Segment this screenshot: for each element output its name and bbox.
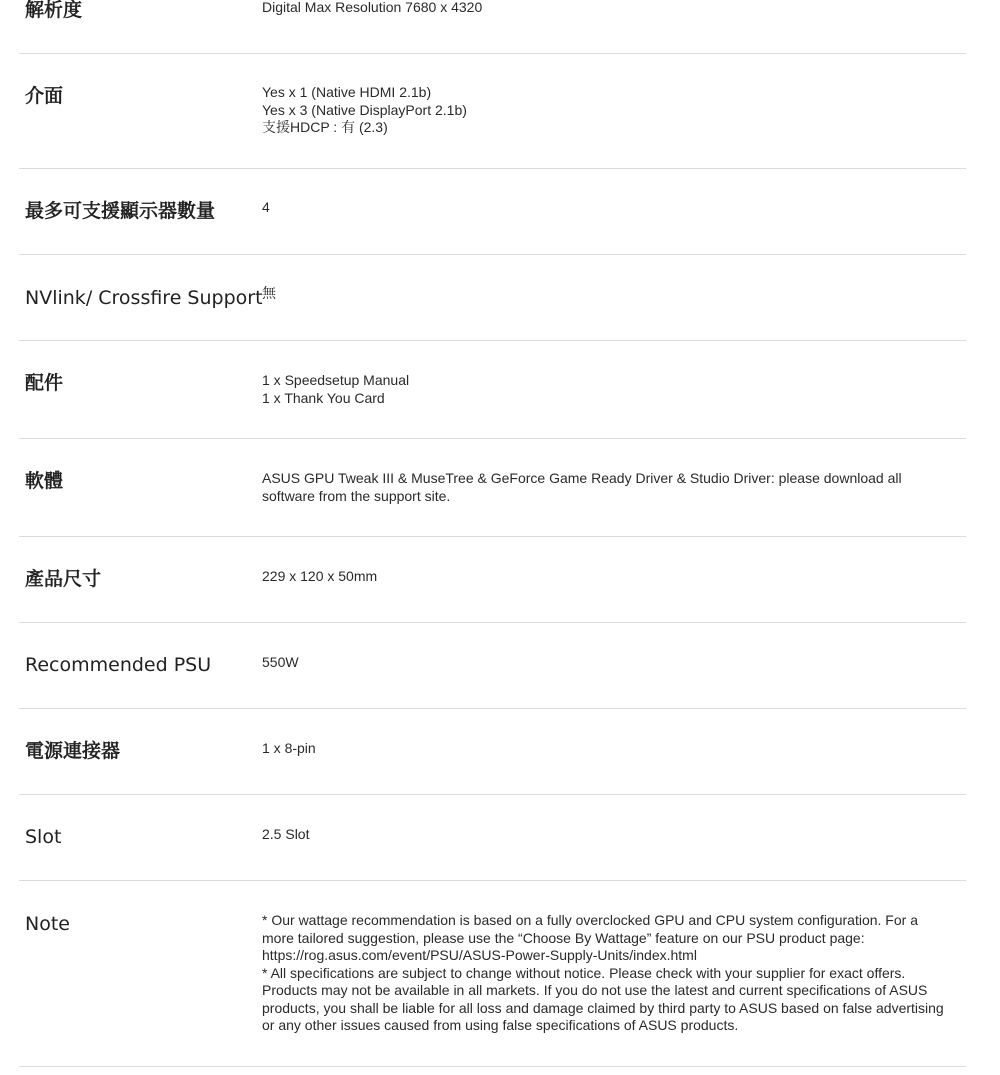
spec-value-line: Yes x 3 (Native DisplayPort 2.1b)	[262, 101, 467, 118]
spec-value-line: 1 x 8-pin	[262, 740, 316, 756]
spec-row-slot	[19, 795, 966, 881]
spec-value-line: 4	[262, 199, 270, 215]
spec-value-line: Yes x 1 (Native HDMI 2.1b)	[262, 84, 432, 100]
spec-value-line: 無	[262, 285, 276, 301]
spec-label: 配件	[25, 372, 64, 394]
spec-label: 介面	[25, 85, 64, 107]
spec-value	[262, 470, 952, 505]
spec-row-max-displays	[19, 169, 966, 255]
spec-value	[262, 568, 952, 586]
spec-label: 最多可支援顯示器數量	[25, 200, 216, 222]
spec-label: 電源連接器	[25, 740, 121, 762]
spec-value	[262, 0, 952, 17]
spec-value-line: * Our wattage recommendation is based on a fully overclocked GPU and CPU system configuration. For a more tailored suggestion, please use the “Choose By Wattage” feature on our PSU product page: https://rog.asus.com/event/PSU/ASUS-Power-Supply-Units/index.html	[262, 912, 918, 963]
spec-label: Slot	[25, 826, 62, 848]
spec-row-power-connector	[19, 709, 966, 795]
spec-value-line: 支援HDCP : 有 (2.3)	[262, 119, 388, 135]
spec-value-line: 550W	[262, 654, 299, 670]
spec-row-accessories	[19, 341, 966, 439]
spec-row-software	[19, 439, 966, 537]
spec-row-recommended-psu	[19, 623, 966, 709]
spec-label: NVlink/ Crossfire Support	[25, 287, 263, 309]
spec-value-line: Digital Max Resolution 7680 x 4320	[262, 0, 483, 15]
spec-label: 解析度	[25, 0, 83, 21]
spec-value	[262, 826, 952, 844]
spec-row-resolution	[19, 0, 966, 54]
spec-value	[262, 912, 952, 1035]
spec-row-interface	[19, 54, 966, 169]
spec-label: 軟體	[25, 470, 64, 492]
spec-value	[262, 199, 952, 217]
spec-value-line: ASUS GPU Tweak III & MuseTree & GeForce Game Ready Driver & Studio Driver: please download all software from the support site.	[262, 470, 902, 504]
spec-row-note	[19, 881, 966, 1067]
spec-value	[262, 285, 952, 303]
spec-value	[262, 740, 952, 758]
spec-value	[262, 654, 952, 672]
spec-value-line: 1 x Thank You Card	[262, 389, 385, 406]
spec-label: Recommended PSU	[25, 654, 212, 676]
spec-row-nvlink	[19, 255, 966, 341]
spec-row-dimensions	[19, 537, 966, 623]
spec-value-line: 1 x Speedsetup Manual	[262, 372, 410, 388]
spec-value	[262, 84, 952, 137]
spec-value-line: 229 x 120 x 50mm	[262, 568, 378, 584]
spec-value-line: 2.5 Slot	[262, 826, 310, 842]
spec-value-line: * All specifications are subject to change without notice. Please check with your supplier for exact offers. Products may not be available in all markets. If you do not use the latest and current specifications of ASUS products, you shall be liable for all loss and damage claimed by third party to ASUS based on false advertising or any other issues caused from using false specifications of ASUS products.	[262, 964, 944, 1033]
spec-value	[262, 372, 952, 407]
spec-label: Note	[25, 913, 70, 935]
spec-label: 產品尺寸	[25, 568, 102, 590]
